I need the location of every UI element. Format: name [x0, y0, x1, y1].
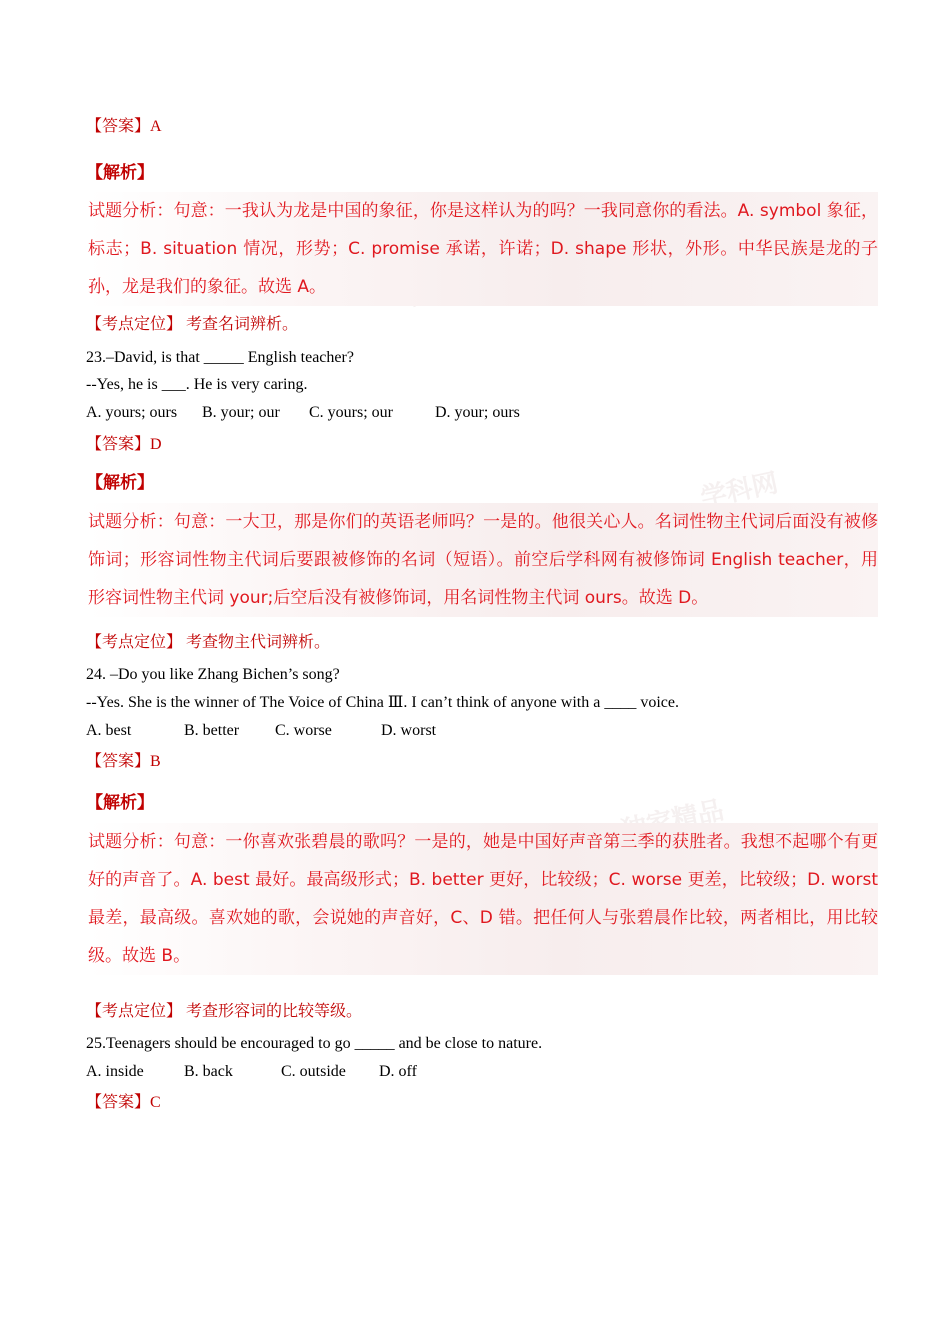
analysis-text: 试题分析：句意：一大卫，那是你们的英语老师吗？一是的。他很关心人。名词性物主代词后面没有被修饰词；形容词性物主代词后要跟被修饰的名词（短语）。前空后学科网有被修饰词 English teacher，用形容词性物主代词 your;后空后没有被修饰词，用名词性物主代词 ours。故选 D。	[88, 503, 878, 617]
option: B. better	[184, 722, 240, 739]
kaodian-text: 考查名词辨析。	[186, 316, 299, 333]
analysis-text: 试题分析：句意：一我认为龙是中国的象征，你是这样认为的吗？一我同意你的看法。A. symbol 象征，标志；B. situation 情况，形势；C. promise 承诺，许诺；D. shape 形状，外形。中华民族是龙的子孙，龙是我们的象征。故选 A。	[88, 192, 878, 306]
option: D. your; ours	[435, 404, 520, 421]
kaodian-line	[86, 315, 298, 335]
option: B. your; our	[202, 404, 280, 421]
question-text: 25.Teenagers should be encouraged to go _____ and be close to nature.	[86, 1035, 543, 1052]
question-text: --Yes. She is the winner of The Voice of China Ⅲ. I can’t think of anyone with a ____ voice.	[86, 694, 679, 711]
options-row	[86, 721, 436, 741]
analysis-heading: 【解析】	[86, 793, 154, 812]
option: B. back	[184, 1063, 233, 1080]
kaodian-label: 【考点定位】	[86, 634, 183, 651]
kaodian-line	[86, 1002, 362, 1022]
analysis-heading: 【解析】	[86, 163, 154, 182]
answer-value: B	[150, 753, 161, 770]
answer-label: 【答案】	[86, 753, 151, 770]
answer-label: 【答案】	[86, 118, 151, 135]
options-row	[86, 403, 520, 423]
analysis-text: 试题分析：句意：一你喜欢张碧晨的歌吗？一是的，她是中国好声音第三季的获胜者。我想不起哪个有更好的声音了。A. best 最好。最高级形式；B. better 更好，比较级；C. worse 更差，比较级；D. worst 最差，最高级。喜欢她的歌，会说她的声音好，C、D 错。把任何人与张碧晨作比较，两者相比，用比较级。故选 B。	[88, 823, 878, 975]
option: A. best	[86, 722, 132, 739]
answer-line	[86, 1093, 161, 1113]
option: C. worse	[275, 722, 332, 739]
kaodian-text: 考查物主代词辨析。	[186, 634, 331, 651]
option: D. off	[379, 1063, 417, 1080]
answer-value: D	[150, 436, 162, 453]
kaodian-label: 【考点定位】	[86, 316, 183, 333]
option: D. worst	[381, 722, 437, 739]
watermark: 学科网	[698, 468, 781, 514]
kaodian-text: 考查形容词的比较等级。	[186, 1003, 363, 1020]
question-text: --Yes, he is ___. He is very caring.	[86, 376, 308, 393]
watermark: 独家精品	[618, 795, 727, 847]
answer-label: 【答案】	[86, 1094, 151, 1111]
answer-value: C	[150, 1094, 161, 1111]
kaodian-label: 【考点定位】	[86, 1003, 183, 1020]
option: A. yours; ours	[86, 404, 178, 421]
question-text: 24. –Do you like Zhang Bichen’s song?	[86, 666, 340, 683]
kaodian-line	[86, 633, 330, 653]
options-row	[86, 1062, 417, 1082]
answer-line	[86, 435, 162, 455]
answer-line	[86, 752, 161, 772]
option: A. inside	[86, 1063, 144, 1080]
option: C. outside	[281, 1063, 346, 1080]
answer-line	[86, 117, 162, 137]
question-text: 23.–David, is that _____ English teacher?	[86, 349, 354, 366]
answer-label: 【答案】	[86, 436, 151, 453]
answer-value: A	[150, 118, 162, 135]
analysis-heading: 【解析】	[86, 473, 154, 492]
option: C. yours; our	[309, 404, 393, 421]
